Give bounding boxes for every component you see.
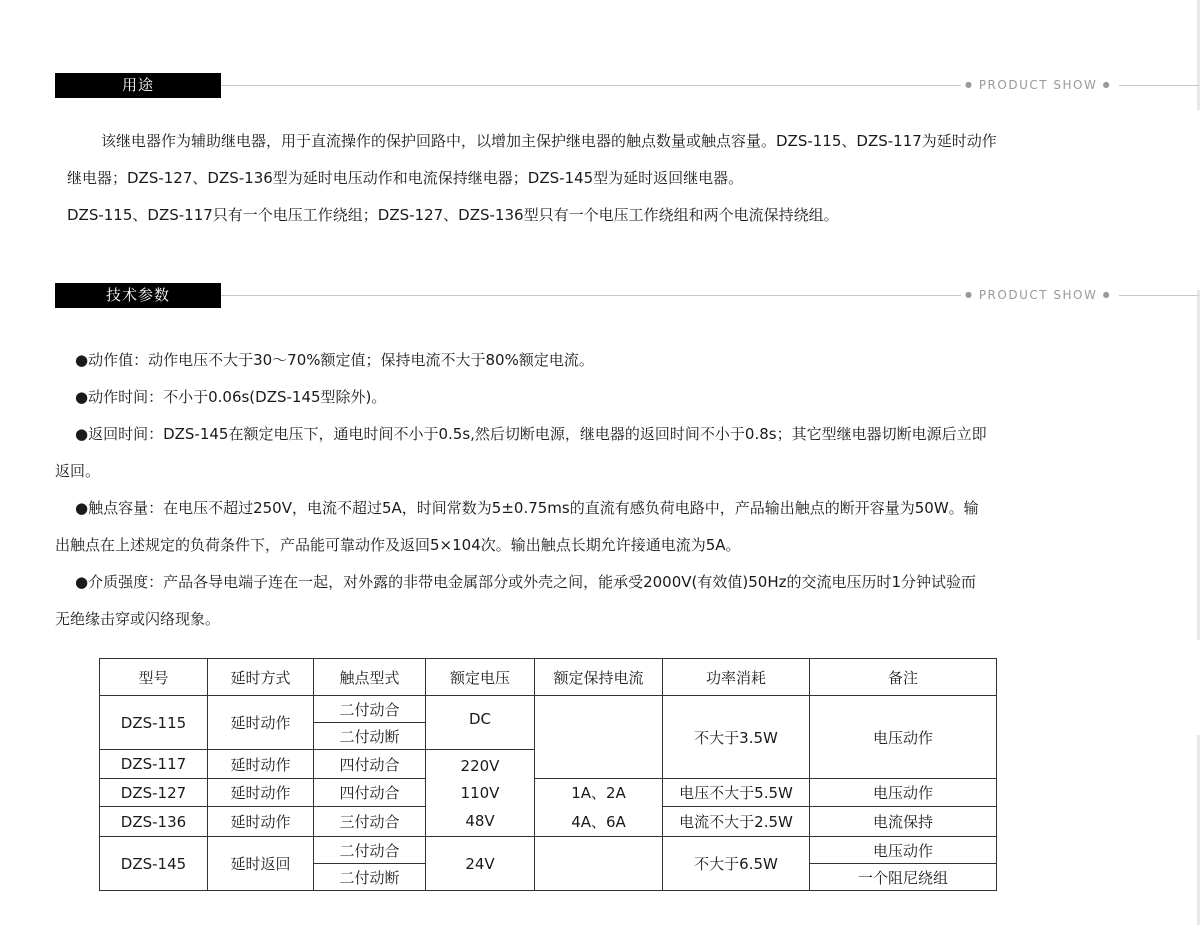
- contact-cell: 二付动合: [314, 837, 426, 864]
- spec-item: ●触点容量：在电压不超过250V，电流不超过5A，时间常数为5±0.75ms的直流有感负荷电路中，产品输出触点的断开容量为50W。输: [75, 499, 979, 517]
- column-header: 延时方式: [208, 659, 314, 696]
- contact-cell: 四付动合: [314, 779, 426, 807]
- remark-cell: 电压动作: [810, 696, 997, 779]
- header-divider: [1119, 85, 1199, 86]
- voltage-cell: DC: [426, 696, 535, 750]
- spec-item: ●介质强度：产品各导电端子连在一起，对外露的非带电金属部分或外壳之间，能承受2000V(有效值)50Hz的交流电压历时1分钟试验而: [75, 573, 977, 591]
- table-row: [100, 807, 997, 837]
- current-cell: 1A、2A: [535, 779, 663, 807]
- model-cell: DZS-115: [100, 696, 208, 750]
- remark-cell: 电压动作: [810, 837, 997, 864]
- current-cell: [535, 837, 663, 891]
- usage-line: 该继电器作为辅助继电器，用于直流操作的保护回路中，以增加主保护继电器的触点数量或触点容量。DZS-115、DZS-117为延时动作: [101, 132, 997, 150]
- remark-cell: 电流保持: [810, 807, 997, 837]
- remark-cell: 一个阻尼绕组: [810, 864, 997, 891]
- table-row: [100, 779, 997, 807]
- tagline-text: PRODUCT SHOW: [978, 78, 1098, 92]
- delay-cell: 延时动作: [208, 696, 314, 750]
- delay-cell: 延时动作: [208, 779, 314, 807]
- usage-section-title: 用途: [55, 73, 221, 98]
- contact-cell: 二付动合: [314, 696, 426, 723]
- remark-cell: 电压动作: [810, 779, 997, 807]
- header-divider: [221, 85, 961, 86]
- model-cell: DZS-117: [100, 750, 208, 779]
- tech-section-header: [55, 283, 1145, 308]
- spec-table: [99, 658, 997, 891]
- contact-cell: 三付动合: [314, 807, 426, 837]
- column-header: 型号: [100, 659, 208, 696]
- tech-spec-list: [55, 342, 1065, 638]
- power-cell: 不大于6.5W: [663, 837, 810, 891]
- usage-line: DZS-115、DZS-117只有一个电压工作绕组；DZS-127、DZS-136型只有一个电压工作绕组和两个电流保持绕组。: [67, 206, 839, 224]
- contact-cell: 二付动断: [314, 723, 426, 750]
- usage-section-header: [55, 73, 1145, 98]
- voltage-cell: 110V: [426, 779, 535, 807]
- column-header: 额定电压: [426, 659, 535, 696]
- table-header-row: [100, 659, 997, 696]
- delay-cell: 延时动作: [208, 807, 314, 837]
- table-row: [100, 696, 997, 723]
- header-divider: [1119, 295, 1199, 296]
- product-show-tagline: ● PRODUCT SHOW ●: [965, 78, 1112, 92]
- column-header: 额定保持电流: [535, 659, 663, 696]
- spec-item: ●动作时间：不小于0.06s(DZS-145型除外)。: [75, 388, 387, 406]
- column-header: 备注: [810, 659, 997, 696]
- header-divider: [221, 295, 961, 296]
- spec-item-continued: 出触点在上述规定的负荷条件下，产品能可靠动作及返回5×104次。输出触点长期允许接通电流为5A。: [55, 536, 741, 554]
- voltage-cell: 48V: [426, 807, 535, 837]
- spec-item: ●返回时间：DZS-145在额定电压下，通电时间不小于0.5s,然后切断电源，继电器的返回时间不小于0.8s；其它型继电器切断电源后立即: [75, 425, 987, 443]
- model-cell: DZS-127: [100, 779, 208, 807]
- power-cell: 不大于3.5W: [663, 696, 810, 779]
- tech-section-title: 技术参数: [55, 283, 221, 308]
- spec-item: ●动作值：动作电压不大于30～70%额定值；保持电流不大于80%额定电流。: [75, 351, 594, 369]
- usage-description: [55, 123, 1065, 234]
- contact-cell: 四付动合: [314, 750, 426, 779]
- power-cell: 电流不大于2.5W: [663, 807, 810, 837]
- current-cell: [535, 696, 663, 779]
- delay-cell: 延时返回: [208, 837, 314, 891]
- column-header: 触点型式: [314, 659, 426, 696]
- voltage-cell: 24V: [426, 837, 535, 891]
- power-cell: 电压不大于5.5W: [663, 779, 810, 807]
- usage-line: 继电器；DZS-127、DZS-136型为延时电压动作和电流保持继电器；DZS-145型为延时返回继电器。: [67, 169, 744, 187]
- voltage-cell: 220V: [426, 750, 535, 779]
- model-cell: DZS-145: [100, 837, 208, 891]
- column-header: 功率消耗: [663, 659, 810, 696]
- table-row: [100, 837, 997, 864]
- spec-item-continued: 返回。: [55, 462, 101, 480]
- current-cell: 4A、6A: [535, 807, 663, 837]
- delay-cell: 延时动作: [208, 750, 314, 779]
- tagline-text: PRODUCT SHOW: [978, 288, 1098, 302]
- model-cell: DZS-136: [100, 807, 208, 837]
- spec-item-continued: 无绝缘击穿或闪络现象。: [55, 610, 221, 628]
- contact-cell: 二付动断: [314, 864, 426, 891]
- product-show-tagline: ● PRODUCT SHOW ●: [965, 288, 1112, 302]
